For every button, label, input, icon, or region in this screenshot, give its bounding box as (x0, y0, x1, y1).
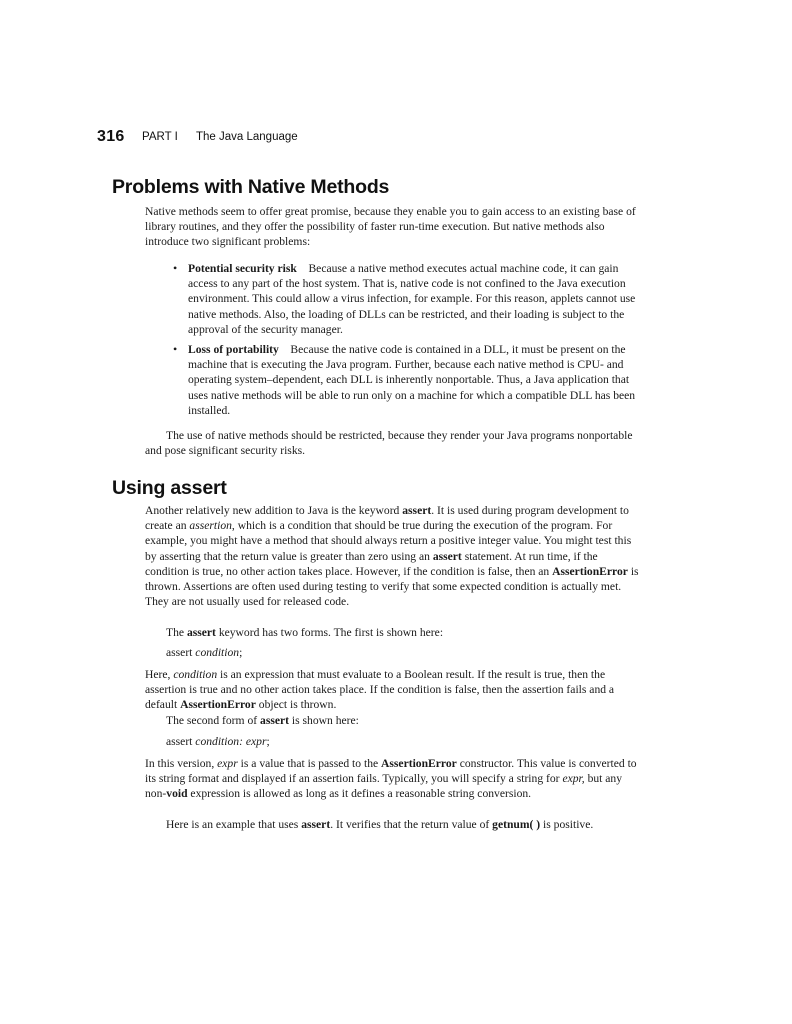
bullet-text: Because the native code is contained in a DLL, it must be present on the machine that is executing the Java program. Further, because each native method is CPU- and operating system–dependent, each DLL is inherently nonportable. Thus, a Java application that uses native methods will be able to run only on a machine for which a compatible DLL has been installed. (188, 343, 636, 417)
bullet-term: Potential security risk (188, 262, 297, 275)
paragraph-second-form: The second form of assert is shown here: (166, 714, 359, 727)
section-heading-using-assert: Using assert (112, 477, 227, 499)
paragraph-assert-forms: The assert keyword has two forms. The first is shown here: (166, 626, 444, 639)
bullet-term: Loss of portability (188, 343, 279, 357)
running-title: The Java Language (196, 131, 298, 143)
list-item (188, 342, 650, 418)
code-line-assert-condition: assert condition; (166, 646, 243, 659)
paragraph-condition-explained: Here, condition is an expression that must evaluate to a Boolean result. If the result is true, then the assertion is true and no other action takes place. If the condition is false, then the assertion fails and a default AssertionError object is thrown. (145, 668, 615, 712)
paragraph-assert-intro: Another relatively new addition to Java is the keyword assert. It is used during program development to create an assertion, which is a condition that should be true during the execution of the program. For example, you might have a method that should always return a positive integer value. You might test this by asserting that the return value is greater than zero using an assert statement. At run time, if the condition is true, no other action takes place. However, if the condition is false, then an AssertionError is thrown. Assertions are often used during testing to verify that some expected condition is actually met. They are not usually used for released code. (145, 504, 639, 609)
page-number: 316 (97, 128, 125, 145)
bullet-text: Because a native method executes actual machine code, it can gain access to any part of the host system. That is, native code is not confined to the Java execution environment. This could allow a virus infection, for example. For this reason, applets cannot use native methods. Also, the loading of DLLs can be restricted, and their loading is subject to the approval of the security manager. (188, 262, 636, 336)
section-heading-native-methods: Problems with Native Methods (112, 176, 390, 198)
part-label: PART I (142, 131, 178, 143)
list-item (188, 261, 650, 337)
code-line-assert-expr: assert condition: expr; (166, 735, 270, 748)
paragraph-example-intro: Here is an example that uses assert. It verifies that the return value of getnum( ) is positive. (166, 818, 594, 831)
paragraph-native-intro: Native methods seem to offer great promise, because they enable you to gain access to an existing base of library routines, and they offer the possibility of faster run-time execution. But native methods also introduce two significant problems: (145, 205, 636, 249)
problem-list (188, 261, 650, 423)
paragraph-expr-explained: In this version, expr is a value that is passed to the AssertionError constructor. This value is converted to its string format and displayed if an assertion fails. Typically, you will specify a string for expr, but any non-void expression is allowed as long as it defines a reasonable string conversion. (145, 757, 637, 801)
paragraph-native-closing: The use of native methods should be restricted, because they render your Java programs nonportable and pose significant security risks. (145, 429, 633, 458)
running-header (97, 128, 298, 146)
